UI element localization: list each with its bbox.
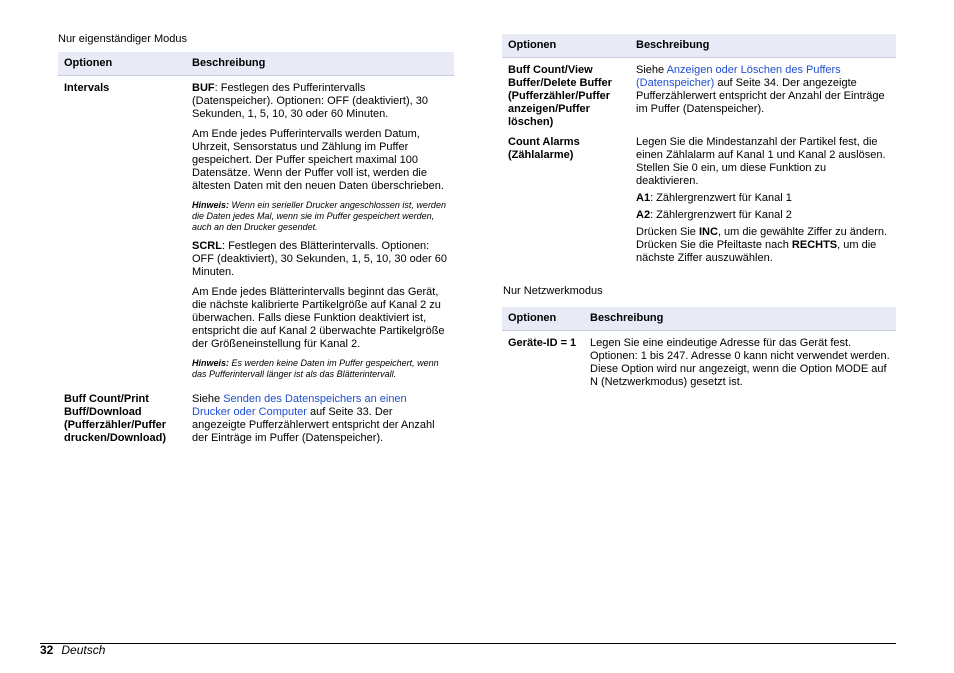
paragraph: Am Ende jedes Blätterintervalls beginnt das Gerät, die nächste kalibrierte Partikelgröße auf Kanal 2 zu überwachen. Falls diese Funktion deaktiviert ist, entspricht die auf Kanal 2 überwachte Partikelgröße der Größeneinstellung für Kanal 2. bbox=[192, 286, 445, 350]
note bbox=[192, 358, 448, 380]
keyword: SCRL bbox=[192, 240, 222, 252]
paragraph: Am Ende jedes Pufferintervalls werden Datum, Uhrzeit, Sensorstatus und Zählung im Puffer gespeichert. Der Puffer speichert maximal 100 Datensätze. Wenn der Puffer voll ist, werden die ältesten Daten mit den neuen Daten überschrieben. bbox=[192, 128, 444, 192]
footer-language: Deutsch bbox=[61, 643, 106, 657]
left-column bbox=[58, 33, 454, 452]
keyword: A1 bbox=[636, 192, 651, 204]
table-row bbox=[502, 58, 896, 131]
keyword: A2 bbox=[636, 209, 651, 221]
footer-divider bbox=[40, 643, 896, 644]
table-row bbox=[58, 76, 454, 388]
options-table-network bbox=[502, 307, 896, 396]
text: auf Seite 33. Der angezeigte Pufferzählerwert entspricht der Anzahl der Einträge im Puffer (Datenspeicher). bbox=[192, 406, 435, 444]
header-description: Beschreibung bbox=[584, 307, 896, 331]
option-description bbox=[630, 58, 896, 131]
keyword: BUF bbox=[192, 82, 215, 94]
page-footer bbox=[40, 644, 105, 657]
options-table-standalone bbox=[58, 52, 454, 452]
keyword: RECHTS bbox=[791, 239, 838, 251]
table-row bbox=[58, 387, 454, 452]
text: Drücken Sie bbox=[636, 226, 699, 238]
right-column-top bbox=[502, 34, 896, 272]
header-description: Beschreibung bbox=[186, 52, 454, 76]
header-options: Optionen bbox=[58, 52, 186, 76]
table-row bbox=[502, 331, 896, 397]
table-row bbox=[502, 130, 896, 272]
paragraph bbox=[636, 64, 890, 116]
right-column-bottom bbox=[502, 285, 896, 396]
paragraph bbox=[192, 240, 448, 279]
options-table-buffer bbox=[502, 34, 896, 272]
text: Siehe bbox=[636, 64, 667, 76]
keyword: INC bbox=[698, 226, 718, 238]
note-text: Es werden keine Daten im Puffer gespeichert, wenn das Pufferintervall länger ist als das Blätterintervall. bbox=[192, 358, 439, 379]
note-label: Hinweis: bbox=[192, 358, 230, 368]
paragraph bbox=[636, 192, 890, 205]
text: , um die nächste Ziffer auszuwählen. bbox=[636, 239, 877, 264]
paragraph bbox=[192, 82, 448, 121]
option-name: Intervals bbox=[64, 82, 110, 94]
option-description bbox=[186, 387, 454, 452]
paragraph: Legen Sie die Mindestanzahl der Partikel fest, die einen Zählalarm auf Kanal 1 und Kanal 2 auslösen. Stellen Sie 0 ein, um diese Funktion zu deaktivieren. bbox=[636, 136, 886, 187]
cross-reference-link[interactable]: Senden des Datenspeichers an einen Drucker oder Computer bbox=[192, 393, 407, 418]
page-number: 32 bbox=[40, 643, 54, 657]
header-options: Optionen bbox=[502, 34, 630, 58]
header-description: Beschreibung bbox=[630, 34, 896, 58]
option-name: Buff Count/Print Buff/Download (Pufferzähler/Puffer drucken/Download) bbox=[64, 393, 167, 444]
paragraph bbox=[636, 226, 890, 265]
text: : Zählergrenzwert für Kanal 2 bbox=[650, 209, 792, 221]
option-name: Geräte-ID = 1 bbox=[508, 337, 577, 349]
section-caption: Nur eigenständiger Modus bbox=[58, 33, 188, 45]
option-description bbox=[186, 76, 454, 388]
text: Siehe bbox=[192, 393, 224, 405]
cross-reference-link[interactable]: Anzeigen oder Löschen des Puffers (Datenspeicher) bbox=[636, 64, 841, 89]
paragraph bbox=[192, 393, 448, 445]
option-name: Buff Count/View Buffer/Delete Buffer (Pufferzähler/Puffer anzeigen/Puffer löschen) bbox=[508, 64, 612, 128]
text: : Festlegen des Blätterintervalls. Optionen: OFF (deaktiviert), 30 Sekunden, 1, 5, 10, 30 oder 60 Minuten. bbox=[192, 240, 447, 278]
text: : Zählergrenzwert für Kanal 1 bbox=[650, 192, 792, 204]
table-header-row bbox=[502, 34, 896, 58]
paragraph: Legen Sie eine eindeutige Adresse für das Gerät fest. Optionen: 1 bis 247. Adresse 0 kann nicht verwendet werden. Diese Option wird nur angezeigt, wenn die Option MODE auf N (Netzwerkmodus) gesetzt ist. bbox=[590, 337, 890, 388]
option-name: Count Alarms (Zählalarme) bbox=[508, 136, 580, 161]
table-header-row bbox=[502, 307, 896, 331]
header-options: Optionen bbox=[502, 307, 584, 331]
note-text: Wenn ein serieller Drucker angeschlossen ist, werden die Daten jedes Mal, wenn sie im Puffer gespeichert werden, auch an den Drucker gesendet. bbox=[192, 200, 446, 232]
option-description bbox=[630, 130, 896, 272]
text: auf Seite 34. Der angezeigte Pufferzählerwert entspricht der Anzahl der Einträge im Puffer (Datenspeicher). bbox=[636, 77, 885, 115]
table-header-row bbox=[58, 52, 454, 76]
note bbox=[192, 200, 448, 233]
note-label: Hinweis: bbox=[192, 200, 230, 210]
section-caption: Nur Netzwerkmodus bbox=[503, 285, 603, 297]
text: , um die gewählte Ziffer zu ändern. Drücken Sie die Pfeiltaste nach bbox=[636, 226, 888, 251]
option-description bbox=[584, 331, 896, 397]
text: : Festlegen des Pufferintervalls (Datenspeicher). Optionen: OFF (deaktiviert), 30 Sekunden, 1, 5, 10, 30 oder 60 Minuten. bbox=[192, 82, 428, 120]
paragraph bbox=[636, 209, 890, 222]
